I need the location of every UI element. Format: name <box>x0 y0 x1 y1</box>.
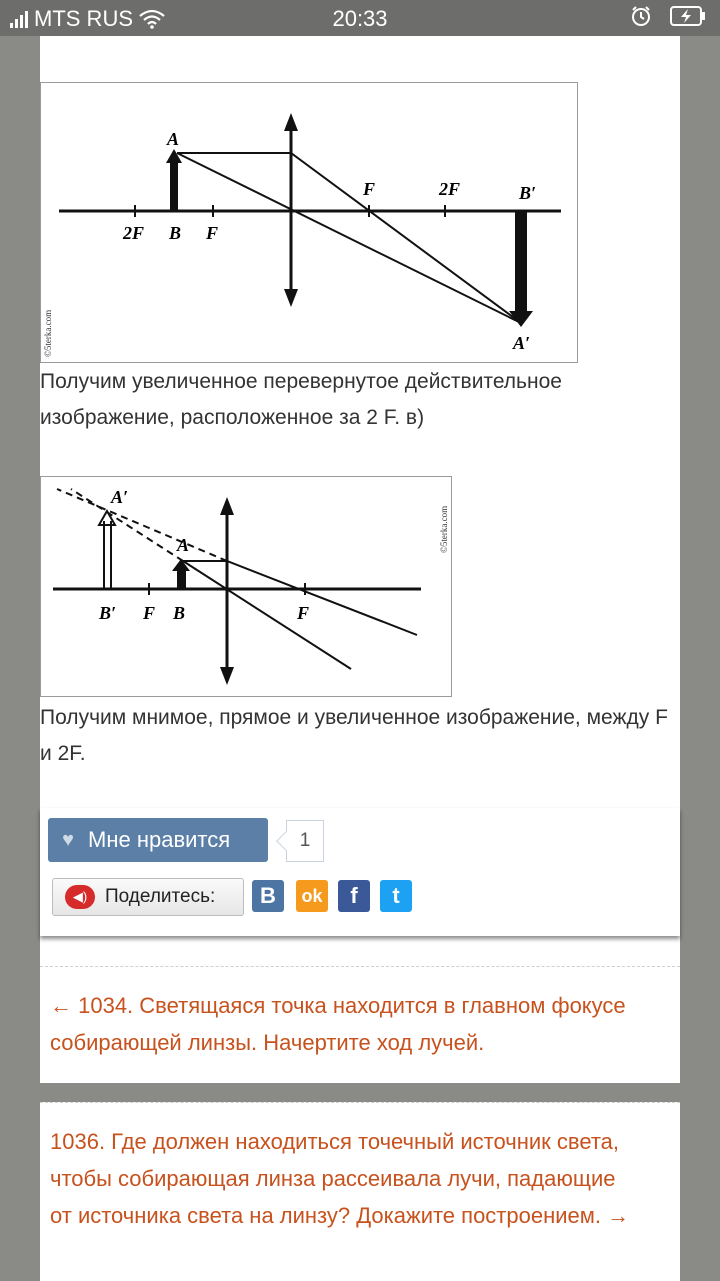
watermark: ©5terka.com <box>439 505 449 553</box>
label-2F-right: 2F <box>439 179 461 199</box>
label-F-right: F <box>297 603 310 623</box>
label-B: B <box>173 603 186 623</box>
label-B-prime: B′ <box>99 603 117 623</box>
vk-share-button[interactable]: B <box>252 880 284 912</box>
label-A-prime: A′ <box>111 487 129 507</box>
clock: 20:33 <box>332 6 388 31</box>
next-task-box <box>40 1102 680 1281</box>
battery-charging-icon <box>670 5 706 27</box>
like-count: 1 <box>286 820 324 862</box>
prev-task-box <box>40 966 680 1083</box>
lens-diagram-real-image <box>40 82 578 363</box>
label-F-left: F <box>206 223 219 243</box>
label-A-prime: A′ <box>513 333 531 353</box>
carrier-name: MTS RUS <box>34 6 133 31</box>
status-bar <box>0 0 720 36</box>
lens-diagram-virtual-image <box>40 476 452 697</box>
label-B: B <box>169 223 182 243</box>
odnoklassniki-share-button[interactable]: ok <box>296 880 328 912</box>
like-label: Мне нравится <box>88 827 231 852</box>
next-task-link[interactable]: 1036. Где должен находиться точечный источник света, чтобы собирающая линза рассеивала лучи, падающие от источника света на линзу? Докажите построением. → <box>50 1129 630 1228</box>
alarm-icon <box>630 5 652 27</box>
twitter-share-button[interactable]: t <box>380 880 412 912</box>
share-button[interactable] <box>52 878 244 916</box>
label-A: A <box>177 535 190 555</box>
heart-icon: ♥ <box>62 828 74 851</box>
share-label: Поделитесь: <box>105 886 216 907</box>
prev-task-link[interactable]: ← 1034. Светящаяся точка находится в главном фокусе собирающей линзы. Начертите ход лучей. <box>50 993 626 1055</box>
caption-real-image: Получим увеличенное перевернутое действительное изображение, расположенное за 2 F. в) <box>40 370 562 429</box>
label-2F-left: 2F <box>123 223 145 243</box>
caption-virtual-image: Получим мнимое, прямое и увеличенное изображение, между F и 2F. <box>40 706 668 765</box>
like-button[interactable] <box>48 818 268 862</box>
watermark: ©5terka.com <box>43 309 53 357</box>
label-B-prime: B′ <box>519 183 537 203</box>
label-F-right: F <box>363 179 376 199</box>
social-panel <box>40 808 680 936</box>
label-A: A <box>167 129 180 149</box>
label-F-left: F <box>143 603 156 623</box>
facebook-share-button[interactable]: f <box>338 880 370 912</box>
share-speaker-icon: ◀) <box>65 885 95 909</box>
